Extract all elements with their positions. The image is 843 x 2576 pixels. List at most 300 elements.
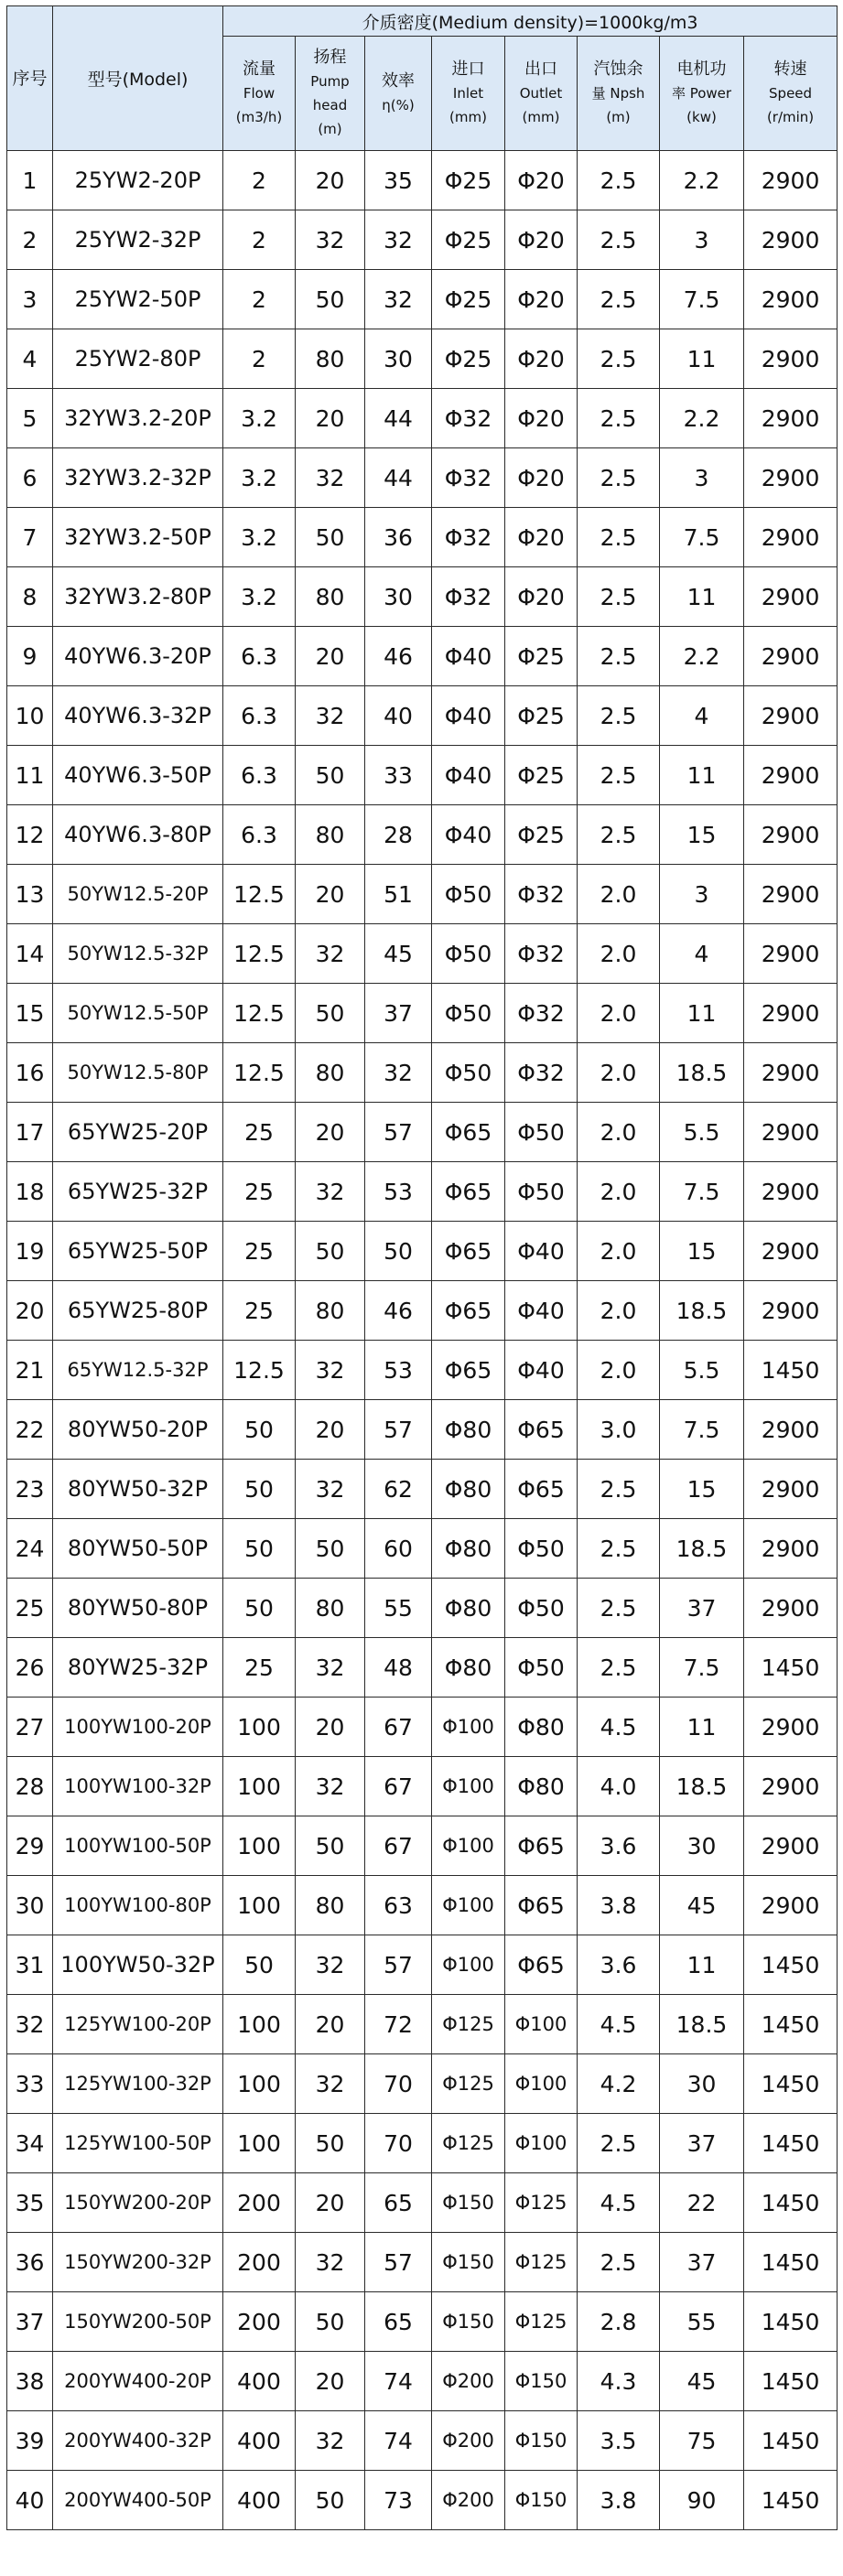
cell-speed: 2900	[744, 746, 838, 805]
cell-power: 30	[660, 1816, 744, 1876]
cell-efficiency: 44	[365, 389, 432, 448]
cell-power: 3	[660, 448, 744, 508]
cell-no: 4	[7, 329, 53, 389]
cell-efficiency: 67	[365, 1757, 432, 1816]
cell-npsh: 2.5	[578, 389, 660, 448]
cell-power: 7.5	[660, 508, 744, 567]
cell-outlet: Φ50	[505, 1638, 578, 1698]
cell-model: 200YW400-20P	[53, 2352, 223, 2411]
cell-npsh: 3.6	[578, 1935, 660, 1995]
cell-efficiency: 35	[365, 151, 432, 210]
cell-npsh: 4.2	[578, 2054, 660, 2114]
cell-model: 150YW200-20P	[53, 2173, 223, 2233]
cell-inlet: Φ80	[432, 1579, 505, 1638]
cell-inlet: Φ25	[432, 151, 505, 210]
cell-model: 40YW6.3-32P	[53, 686, 223, 746]
cell-inlet: Φ65	[432, 1281, 505, 1341]
cell-outlet: Φ125	[505, 2233, 578, 2292]
cell-efficiency: 53	[365, 1341, 432, 1400]
cell-speed: 2900	[744, 627, 838, 686]
cell-npsh: 2.5	[578, 270, 660, 329]
cell-outlet: Φ40	[505, 1341, 578, 1400]
cell-model: 40YW6.3-80P	[53, 805, 223, 865]
table-row	[7, 1162, 838, 1222]
cell-npsh: 2.0	[578, 1162, 660, 1222]
cell-inlet: Φ32	[432, 567, 505, 627]
cell-power: 11	[660, 1698, 744, 1757]
cell-head: 20	[296, 1995, 365, 2054]
table-row	[7, 210, 838, 270]
cell-model: 40YW6.3-50P	[53, 746, 223, 805]
cell-npsh: 2.0	[578, 1043, 660, 1103]
cell-efficiency: 46	[365, 627, 432, 686]
table-row	[7, 2054, 838, 2114]
cell-outlet: Φ50	[505, 1103, 578, 1162]
cell-npsh: 2.0	[578, 1103, 660, 1162]
table-row	[7, 805, 838, 865]
cell-model: 80YW50-20P	[53, 1400, 223, 1460]
cell-no: 18	[7, 1162, 53, 1222]
table-row	[7, 2233, 838, 2292]
cell-speed: 2900	[744, 1579, 838, 1638]
cell-flow: 100	[223, 1816, 296, 1876]
cell-no: 12	[7, 805, 53, 865]
cell-head: 50	[296, 270, 365, 329]
header-flow: 流量 Flow (m3/h)	[223, 37, 296, 151]
cell-outlet: Φ20	[505, 329, 578, 389]
table-row	[7, 1043, 838, 1103]
cell-flow: 25	[223, 1638, 296, 1698]
cell-flow: 200	[223, 2233, 296, 2292]
cell-inlet: Φ25	[432, 329, 505, 389]
table-row	[7, 1281, 838, 1341]
cell-inlet: Φ100	[432, 1816, 505, 1876]
cell-npsh: 2.0	[578, 984, 660, 1043]
cell-npsh: 2.5	[578, 508, 660, 567]
cell-outlet: Φ65	[505, 1876, 578, 1935]
table-body	[7, 151, 838, 2530]
table-row	[7, 2173, 838, 2233]
cell-no: 10	[7, 686, 53, 746]
cell-power: 11	[660, 984, 744, 1043]
cell-speed: 1450	[744, 1995, 838, 2054]
cell-efficiency: 74	[365, 2352, 432, 2411]
cell-flow: 50	[223, 1579, 296, 1638]
cell-outlet: Φ125	[505, 2173, 578, 2233]
cell-efficiency: 37	[365, 984, 432, 1043]
cell-head: 50	[296, 508, 365, 567]
cell-power: 15	[660, 1460, 744, 1519]
cell-model: 32YW3.2-50P	[53, 508, 223, 567]
cell-inlet: Φ65	[432, 1222, 505, 1281]
table-row	[7, 2292, 838, 2352]
cell-head: 20	[296, 151, 365, 210]
cell-inlet: Φ50	[432, 924, 505, 984]
cell-power: 75	[660, 2411, 744, 2471]
cell-model: 65YW25-50P	[53, 1222, 223, 1281]
cell-outlet: Φ150	[505, 2471, 578, 2530]
cell-speed: 2900	[744, 1103, 838, 1162]
cell-inlet: Φ100	[432, 1876, 505, 1935]
table-row	[7, 508, 838, 567]
cell-npsh: 2.5	[578, 1519, 660, 1579]
cell-no: 14	[7, 924, 53, 984]
cell-head: 50	[296, 746, 365, 805]
cell-npsh: 2.0	[578, 924, 660, 984]
cell-power: 3	[660, 865, 744, 924]
cell-no: 7	[7, 508, 53, 567]
cell-no: 15	[7, 984, 53, 1043]
table-row	[7, 984, 838, 1043]
cell-outlet: Φ20	[505, 508, 578, 567]
cell-flow: 6.3	[223, 627, 296, 686]
cell-model: 50YW12.5-50P	[53, 984, 223, 1043]
cell-npsh: 2.5	[578, 2233, 660, 2292]
table-row	[7, 2411, 838, 2471]
cell-outlet: Φ20	[505, 389, 578, 448]
cell-head: 32	[296, 1935, 365, 1995]
cell-speed: 2900	[744, 1162, 838, 1222]
cell-npsh: 4.5	[578, 1698, 660, 1757]
table-row	[7, 1579, 838, 1638]
cell-model: 125YW100-50P	[53, 2114, 223, 2173]
cell-power: 11	[660, 746, 744, 805]
cell-outlet: Φ25	[505, 686, 578, 746]
cell-model: 150YW200-32P	[53, 2233, 223, 2292]
cell-power: 11	[660, 329, 744, 389]
cell-speed: 2900	[744, 686, 838, 746]
cell-speed: 1450	[744, 2411, 838, 2471]
header-power: 电机功 率 Power (kw)	[660, 37, 744, 151]
cell-model: 25YW2-20P	[53, 151, 223, 210]
table-row	[7, 270, 838, 329]
cell-efficiency: 46	[365, 1281, 432, 1341]
cell-model: 25YW2-50P	[53, 270, 223, 329]
cell-model: 50YW12.5-20P	[53, 865, 223, 924]
cell-npsh: 2.5	[578, 686, 660, 746]
cell-efficiency: 67	[365, 1698, 432, 1757]
cell-flow: 6.3	[223, 686, 296, 746]
cell-speed: 1450	[744, 1935, 838, 1995]
cell-inlet: Φ125	[432, 1995, 505, 2054]
table-row	[7, 924, 838, 984]
cell-speed: 1450	[744, 2054, 838, 2114]
cell-no: 29	[7, 1816, 53, 1876]
header-efficiency: 效率 η(%)	[365, 37, 432, 151]
cell-head: 20	[296, 1400, 365, 1460]
cell-model: 32YW3.2-32P	[53, 448, 223, 508]
cell-flow: 400	[223, 2411, 296, 2471]
cell-no: 8	[7, 567, 53, 627]
cell-efficiency: 57	[365, 1935, 432, 1995]
cell-efficiency: 63	[365, 1876, 432, 1935]
cell-head: 50	[296, 2114, 365, 2173]
table-row	[7, 329, 838, 389]
cell-inlet: Φ25	[432, 210, 505, 270]
cell-npsh: 2.5	[578, 746, 660, 805]
cell-npsh: 3.6	[578, 1816, 660, 1876]
cell-speed: 2900	[744, 805, 838, 865]
cell-head: 50	[296, 1222, 365, 1281]
cell-speed: 2900	[744, 1400, 838, 1460]
cell-npsh: 3.8	[578, 2471, 660, 2530]
cell-head: 80	[296, 805, 365, 865]
cell-flow: 2	[223, 270, 296, 329]
cell-outlet: Φ40	[505, 1281, 578, 1341]
cell-efficiency: 30	[365, 329, 432, 389]
cell-flow: 6.3	[223, 805, 296, 865]
cell-efficiency: 50	[365, 1222, 432, 1281]
cell-power: 55	[660, 2292, 744, 2352]
cell-flow: 12.5	[223, 865, 296, 924]
cell-model: 65YW25-80P	[53, 1281, 223, 1341]
cell-speed: 1450	[744, 2352, 838, 2411]
cell-efficiency: 32	[365, 210, 432, 270]
cell-npsh: 2.8	[578, 2292, 660, 2352]
cell-power: 11	[660, 567, 744, 627]
cell-flow: 100	[223, 1757, 296, 1816]
cell-flow: 400	[223, 2352, 296, 2411]
cell-outlet: Φ65	[505, 1816, 578, 1876]
cell-inlet: Φ32	[432, 389, 505, 448]
table-row	[7, 2352, 838, 2411]
cell-npsh: 3.8	[578, 1876, 660, 1935]
cell-model: 125YW100-20P	[53, 1995, 223, 2054]
cell-speed: 2900	[744, 865, 838, 924]
cell-efficiency: 51	[365, 865, 432, 924]
cell-power: 11	[660, 1935, 744, 1995]
cell-inlet: Φ50	[432, 1043, 505, 1103]
cell-npsh: 2.0	[578, 1281, 660, 1341]
cell-inlet: Φ150	[432, 2233, 505, 2292]
cell-power: 37	[660, 1579, 744, 1638]
cell-speed: 2900	[744, 1698, 838, 1757]
cell-no: 40	[7, 2471, 53, 2530]
cell-flow: 12.5	[223, 924, 296, 984]
cell-efficiency: 67	[365, 1816, 432, 1876]
cell-flow: 50	[223, 1400, 296, 1460]
cell-head: 50	[296, 1816, 365, 1876]
cell-model: 100YW100-80P	[53, 1876, 223, 1935]
cell-npsh: 2.5	[578, 1638, 660, 1698]
cell-outlet: Φ50	[505, 1162, 578, 1222]
cell-speed: 2900	[744, 1816, 838, 1876]
cell-outlet: Φ20	[505, 151, 578, 210]
cell-efficiency: 53	[365, 1162, 432, 1222]
cell-inlet: Φ125	[432, 2054, 505, 2114]
cell-head: 32	[296, 1162, 365, 1222]
cell-efficiency: 45	[365, 924, 432, 984]
cell-efficiency: 30	[365, 567, 432, 627]
cell-efficiency: 32	[365, 270, 432, 329]
cell-outlet: Φ65	[505, 1400, 578, 1460]
table-row	[7, 2471, 838, 2530]
cell-flow: 50	[223, 1460, 296, 1519]
cell-power: 7.5	[660, 270, 744, 329]
cell-head: 32	[296, 1638, 365, 1698]
table-row	[7, 1222, 838, 1281]
cell-outlet: Φ100	[505, 1995, 578, 2054]
cell-model: 150YW200-50P	[53, 2292, 223, 2352]
cell-efficiency: 60	[365, 1519, 432, 1579]
cell-no: 34	[7, 2114, 53, 2173]
cell-speed: 2900	[744, 1876, 838, 1935]
table-row	[7, 1757, 838, 1816]
cell-outlet: Φ20	[505, 210, 578, 270]
cell-head: 32	[296, 924, 365, 984]
cell-outlet: Φ40	[505, 1222, 578, 1281]
pump-spec-table	[6, 5, 838, 2530]
header-speed: 转速 Speed (r/min)	[744, 37, 838, 151]
cell-no: 39	[7, 2411, 53, 2471]
cell-efficiency: 70	[365, 2054, 432, 2114]
cell-inlet: Φ65	[432, 1103, 505, 1162]
table-row	[7, 1460, 838, 1519]
cell-no: 27	[7, 1698, 53, 1757]
cell-model: 65YW12.5-32P	[53, 1341, 223, 1400]
cell-power: 45	[660, 2352, 744, 2411]
table-row	[7, 2114, 838, 2173]
cell-model: 80YW50-50P	[53, 1519, 223, 1579]
cell-speed: 2900	[744, 924, 838, 984]
table-row	[7, 627, 838, 686]
cell-power: 3	[660, 210, 744, 270]
cell-outlet: Φ25	[505, 627, 578, 686]
cell-speed: 2900	[744, 1757, 838, 1816]
cell-inlet: Φ32	[432, 448, 505, 508]
cell-no: 21	[7, 1341, 53, 1400]
cell-outlet: Φ100	[505, 2114, 578, 2173]
cell-outlet: Φ50	[505, 1519, 578, 1579]
cell-power: 18.5	[660, 1757, 744, 1816]
header-outlet: 出口 Outlet (mm)	[505, 37, 578, 151]
cell-flow: 2	[223, 151, 296, 210]
cell-head: 20	[296, 2352, 365, 2411]
cell-npsh: 2.5	[578, 2114, 660, 2173]
cell-head: 80	[296, 1281, 365, 1341]
cell-power: 4	[660, 686, 744, 746]
table-row	[7, 1638, 838, 1698]
cell-power: 18.5	[660, 1043, 744, 1103]
cell-power: 18.5	[660, 1281, 744, 1341]
cell-outlet: Φ80	[505, 1698, 578, 1757]
cell-speed: 2900	[744, 448, 838, 508]
cell-efficiency: 74	[365, 2411, 432, 2471]
table-row	[7, 567, 838, 627]
cell-flow: 25	[223, 1103, 296, 1162]
cell-power: 5.5	[660, 1341, 744, 1400]
cell-flow: 12.5	[223, 1043, 296, 1103]
cell-head: 32	[296, 210, 365, 270]
cell-power: 37	[660, 2233, 744, 2292]
cell-speed: 2900	[744, 210, 838, 270]
cell-flow: 25	[223, 1222, 296, 1281]
cell-inlet: Φ25	[432, 270, 505, 329]
cell-npsh: 4.0	[578, 1757, 660, 1816]
cell-power: 90	[660, 2471, 744, 2530]
cell-efficiency: 36	[365, 508, 432, 567]
cell-model: 100YW100-50P	[53, 1816, 223, 1876]
cell-no: 19	[7, 1222, 53, 1281]
cell-npsh: 2.5	[578, 1460, 660, 1519]
cell-model: 25YW2-32P	[53, 210, 223, 270]
table-row	[7, 686, 838, 746]
cell-no: 25	[7, 1579, 53, 1638]
cell-power: 2.2	[660, 151, 744, 210]
cell-power: 5.5	[660, 1103, 744, 1162]
cell-efficiency: 57	[365, 1400, 432, 1460]
cell-efficiency: 44	[365, 448, 432, 508]
cell-npsh: 2.0	[578, 1341, 660, 1400]
cell-inlet: Φ50	[432, 865, 505, 924]
cell-head: 32	[296, 2054, 365, 2114]
header-group-row	[7, 6, 838, 37]
cell-flow: 100	[223, 2114, 296, 2173]
cell-outlet: Φ65	[505, 1460, 578, 1519]
cell-speed: 2900	[744, 984, 838, 1043]
cell-npsh: 2.5	[578, 151, 660, 210]
table-row	[7, 389, 838, 448]
cell-model: 50YW12.5-80P	[53, 1043, 223, 1103]
cell-no: 20	[7, 1281, 53, 1341]
cell-speed: 1450	[744, 1638, 838, 1698]
cell-no: 6	[7, 448, 53, 508]
cell-no: 1	[7, 151, 53, 210]
cell-head: 80	[296, 1043, 365, 1103]
cell-no: 36	[7, 2233, 53, 2292]
cell-flow: 200	[223, 2292, 296, 2352]
cell-inlet: Φ80	[432, 1638, 505, 1698]
cell-head: 32	[296, 1757, 365, 1816]
cell-no: 35	[7, 2173, 53, 2233]
cell-power: 7.5	[660, 1162, 744, 1222]
table-row	[7, 1698, 838, 1757]
cell-flow: 12.5	[223, 1341, 296, 1400]
cell-inlet: Φ80	[432, 1460, 505, 1519]
cell-no: 9	[7, 627, 53, 686]
cell-inlet: Φ65	[432, 1162, 505, 1222]
cell-speed: 2900	[744, 1043, 838, 1103]
cell-model: 100YW50-32P	[53, 1935, 223, 1995]
cell-flow: 2	[223, 329, 296, 389]
cell-power: 18.5	[660, 1519, 744, 1579]
cell-power: 7.5	[660, 1638, 744, 1698]
cell-npsh: 2.0	[578, 865, 660, 924]
cell-head: 32	[296, 686, 365, 746]
cell-speed: 1450	[744, 2173, 838, 2233]
cell-efficiency: 72	[365, 1995, 432, 2054]
cell-outlet: Φ32	[505, 984, 578, 1043]
cell-head: 20	[296, 1698, 365, 1757]
cell-power: 4	[660, 924, 744, 984]
cell-outlet: Φ32	[505, 1043, 578, 1103]
cell-flow: 12.5	[223, 984, 296, 1043]
cell-outlet: Φ150	[505, 2411, 578, 2471]
cell-model: 40YW6.3-20P	[53, 627, 223, 686]
cell-efficiency: 33	[365, 746, 432, 805]
cell-no: 37	[7, 2292, 53, 2352]
cell-inlet: Φ100	[432, 1935, 505, 1995]
cell-head: 20	[296, 389, 365, 448]
cell-speed: 2900	[744, 1519, 838, 1579]
header-medium-density: 介质密度(Medium density)=1000kg/m3	[223, 6, 838, 37]
cell-speed: 2900	[744, 567, 838, 627]
cell-efficiency: 28	[365, 805, 432, 865]
cell-no: 24	[7, 1519, 53, 1579]
cell-speed: 1450	[744, 2471, 838, 2530]
cell-speed: 2900	[744, 1281, 838, 1341]
cell-speed: 2900	[744, 270, 838, 329]
